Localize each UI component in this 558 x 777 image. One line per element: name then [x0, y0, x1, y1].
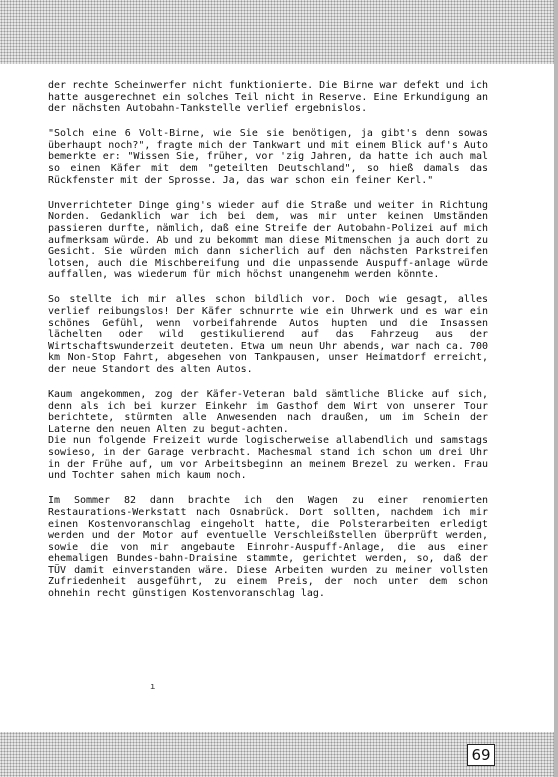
- paragraph-2: "Solch eine 6 Volt-Birne, wie Sie sie benötigen, ja gibt's denn sowas überhaupt noch?", fragte mich der Tankwart und mit einem Blick auf's Auto bemerkte er: "Wissen Sie, früher, vor 'zig Jahren, da hatte ich auch mal so einen Käfer mit dem "geteilten Deutschland", so hieß damals das Rückfenster mit der Sprosse. Ja, das war schon ein feiner Kerl.": [48, 128, 488, 186]
- paragraph-1: der rechte Scheinwerfer nicht funktionierte. Die Birne war defekt und ich hatte ausgerechnet ein solches Teil nicht in Reserve. Eine Erkundigung an der nächsten Autobahn-Tankstelle verlief ergebnislos.: [48, 80, 488, 115]
- paragraph-4: So stellte ich mir alles schon bildlich vor. Doch wie gesagt, alles verlief reibungslos! Der Käfer schnurrte wie ein Uhrwerk und es war ein schönes Gefühl, wenn vorbeifahrende Autos hupten und die Insassen lächelten oder wild gestikulierend auf das Fahrzeug aus der Wirtschaftswunderzeit deuteten. Etwa um neun Uhr abends, war nach ca. 700 km Non-Stop Fahrt, abgesehen von Tankpausen, unser Heimatdorf erreicht, der neue Standort des alten Autos.: [48, 294, 488, 375]
- paragraph-7: Im Sommer 82 dann brachte ich den Wagen zu einer renomierten Restaurations-Werkstatt nach Osnabrück. Dort sollten, nachdem ich mir einen Kostenvoranschlag eingeholt hatte, die Polsterarbeiten erledigt werden und der Motor auf eventuelle Verschleißstellen überprüft werden, sowie die von mir angebaute Einrohr-Auspuff-Anlage, die aus einer ehemaligen Bundes-bahn-Draisine stammte, gerichtet werden, so, daß der TÜV damit einverstanden wäre. Diese Arbeiten wurden zu meiner vollsten Zufriedenheit ausgeführt, zu einem Preis, der noch unter dem schon ohnehin recht günstigen Kostenvoranschlag lag.: [48, 495, 488, 600]
- paragraph-3: Unverrichteter Dinge ging's wieder auf die Straße und weiter in Richtung Norden. Gedanklich war ich bei dem, was mir unter keinen Umständen passieren durfte, nämlich, daß eine Streife der Autobahn-Polizei auf mich aufmerksam würde. Ab und zu bekommt man diese Mitmenschen ja auch dort zu Gesicht. Sie würden mich dann sicherlich auf den nächsten Parkstreifen lotsen, auch die Mischbereifung und die unpassende Auspuff-anlage würde auffallen, was wiederum für mich höchst unangenehm werden könnte.: [48, 199, 488, 281]
- page-number: 69: [467, 744, 495, 766]
- paragraph-5: Kaum angekommen, zog der Käfer-Veteran bald sämtliche Blicke auf sich, denn als ich bei kurzer Einkehr im Gasthof dem Wirt von unserer Tour berichtete, stürmten alle Anwesenden nach draußen, um im Schein der Laterne den neuen Alten zu begut-achten.: [48, 389, 488, 435]
- paragraph-6: Die nun folgende Freizeit wurde logischerweise allabendlich und samstags sowieso, in der Garage verbracht. Machesmal stand ich schon um drei Uhr in der Frühe auf, um vor Arbeitsbeginn an meinem Brezel zu werken. Frau und Tochter sahen mich kaum noch.: [48, 435, 488, 482]
- stray-ink-mark: ı: [150, 682, 156, 692]
- top-halftone-band: [0, 0, 558, 64]
- page-body: [48, 80, 488, 613]
- page-edge-shadow: [554, 0, 558, 777]
